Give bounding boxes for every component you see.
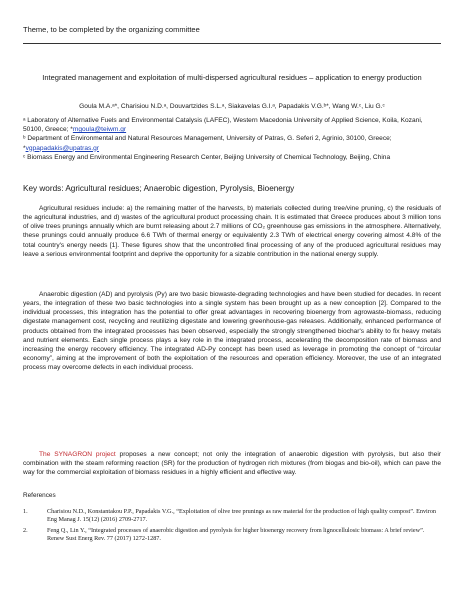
header-rule (23, 43, 441, 44)
paragraph-1-text: Agricultural residues include: a) the remaining matter of the harvests, b) materials collected during tree/vine pruning, c) the residuals of the agricultural industries, and d) wastes of the agricultural product processing chain. It is estimated that Greece produces about 3 million tons of olive trees prunings annually which are burnt releasing about 2.7 millions of CO₂ greenhouse gas emissions in the atmosphere. Alternatively, these prunings could annually produce 6.6 TWh of thermal energy or equivalently 2.3 TWh of electrical energy covering almost 4.8% of the total country's energy needs [1]. These figures show that the uncontrolled final processing of any of the produced agricultural residues may leave a serious environmental footprint and deprive the opportunity for a sizable contribution in the national energy supply. (23, 205, 441, 258)
paper-title: Integrated management and exploitation of multi-dispersed agricultural residues – application to energy production (42, 73, 422, 82)
reference-item (23, 527, 443, 543)
reference-list (23, 508, 443, 546)
affiliation-b-text: ᵇ Department of Environmental and Natural Resources Management, University of Patras, G. Seferi 2, Agrinio, 30100, Greece; * (23, 135, 392, 152)
email-link-papadakis[interactable]: vgpapadakis@upatras.gr (25, 144, 99, 152)
affiliation-a-text: ᵃ Laboratory of Alternative Fuels and Environmental Catalysis (LAFEC), Western Macedonia University of Applied Science, Koila, Kozani, 50100, Greece; * (23, 117, 423, 134)
reference-number: 2. (23, 527, 28, 534)
reference-text: Feng Q., Lin Y., “Integrated processes of anaerobic digestion and pyrolysis for higher bioenergy recovery from lignocellulosic biomass: A brief review”. Renew Sust Energ Rev. 77 (2017) 1272-1287. (47, 527, 425, 542)
reference-number: 1. (23, 508, 28, 515)
affiliation-c-text: ᶜ Biomass Energy and Environmental Engineering Research Center, Beijing University of Chemical Technology, Beijing, China (23, 153, 391, 161)
synagron-project-link[interactable]: The SYNAGRON project (39, 451, 116, 458)
reference-text: Charisiou N.D., Konstantakou P.P., Papadakis V.G., “Exploitation of olive tree prunings as raw material for the production of high quality compost”. Environ Eng Manag J. 15(12) (2016) 2709-2717. (47, 508, 437, 523)
reference-item (23, 508, 443, 524)
affiliation-c (23, 153, 441, 162)
paragraph-3-text (23, 450, 441, 477)
affiliation-a (23, 116, 441, 134)
paragraph-1 (23, 204, 441, 259)
paragraph-2-text: Anaerobic digestion (AD) and pyrolysis (Py) are two basic biowaste-degrading technologies and have been studied for decades. In recent years, the integration of these two basic technologies into a single system has been brought up as a new conception [2]. Compared to the individual processes, this integration has the potential to offer great advantages in recovering bioenergy from agrowaste-biomass, reducing digestate management cost, recycling and reutilizing digestate and lowering greenhouse-gas releases. Additionally, enhanced performance of products obtained from the integrated processes has been observed, especially the strongly strengthened biochar's ability to fix heavy metals and nutrient elements. Each single process plays a key role in the integrated process, accelerating the decomposition rate of biomass and increasing the energy recovery efficiency. The integrated AD-Py concept has been used as leverage in promoting the concept of “circular economy”, aiming at the improvement of both the exploitation of the resources and operation efficiency. Moreover, the use of an integrated process may overcome defects in each individual process. (23, 291, 441, 372)
affiliations (23, 116, 441, 162)
references-heading: References (23, 492, 56, 499)
paragraph-3-rest: proposes a new concept; not only the integration of anaerobic digestion with pyrolysis, but also their combination with the steam reforming reaction (SR) for the production of hydrogen rich mixtures (from biogas and bio-oil), which can pave the way for the commercial exploitation of biomass residues in a highly efficient and effective way. (23, 451, 441, 477)
paragraph-2 (23, 290, 441, 372)
paragraph-3 (23, 450, 441, 477)
keywords: Key words: Agricultural residues; Anaerobic digestion, Pyrolysis, Bioenergy (23, 184, 295, 193)
theme-header: Theme, to be completed by the organizing committee (23, 25, 200, 34)
affiliation-b (23, 134, 441, 152)
email-link-goula[interactable]: mgoula@teiwm.gr (72, 126, 127, 134)
author-list: Goula M.A.ᵃ*, Charisiou N.D.ᵃ, Douvartzides S.L.ᵃ, Siakavelas G.I.ᵃ, Papadakis V.G.ᵇ*, Wang W.ᶜ, Liu G.ᶜ (79, 103, 385, 110)
